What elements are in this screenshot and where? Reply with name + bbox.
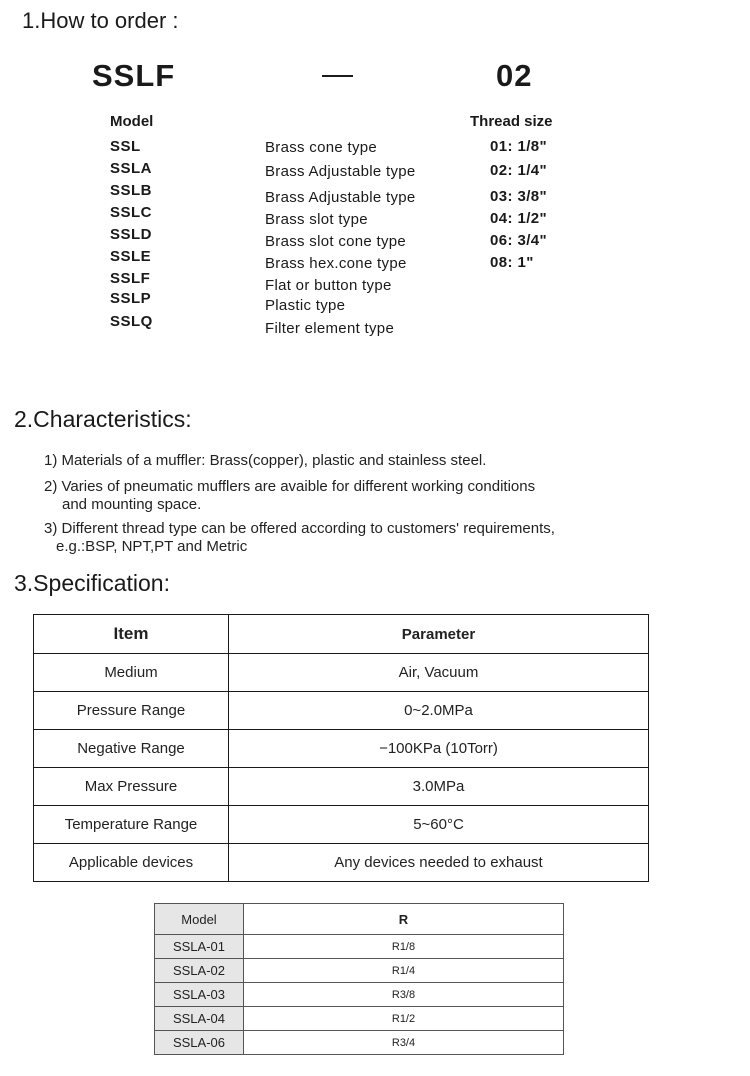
table-header-row (34, 615, 649, 654)
table-cell-model: SSLA-01 (155, 935, 244, 959)
thread-size-table (154, 903, 564, 1055)
model-type: Brass Adjustable type (265, 189, 416, 206)
table-cell-parameter: 0~2.0MPa (229, 692, 649, 730)
table-cell-model: SSLA-04 (155, 1007, 244, 1031)
table-cell-item: Medium (34, 654, 229, 692)
table-row (34, 654, 649, 692)
model-code: SSLC (110, 204, 153, 221)
characteristic-line: 3) Different thread type can be offered according to customers' requirements, (44, 520, 555, 537)
model-code: SSLD (110, 226, 153, 243)
model-type: Brass slot type (265, 211, 368, 228)
thread-size: 08: 1" (490, 254, 534, 271)
table-cell-parameter: Air, Vacuum (229, 654, 649, 692)
thread-size-column-heading: Thread size (470, 113, 553, 130)
model-code-list (110, 138, 153, 335)
section-title-characteristics: 2.Characteristics: (14, 406, 192, 432)
thread-size: 01: 1/8" (490, 138, 548, 155)
characteristic-item (44, 478, 684, 514)
table-header-row (155, 904, 564, 935)
table-row (155, 1031, 564, 1055)
model-column-heading: Model (110, 113, 154, 130)
table-cell-parameter: 3.0MPa (229, 768, 649, 806)
model-code: SSLA (110, 160, 153, 177)
characteristic-item (44, 520, 684, 556)
model-type: Brass slot cone type (265, 233, 407, 250)
table-row (34, 730, 649, 768)
model-type: Filter element type (265, 320, 395, 337)
table-cell-thread: R3/8 (244, 983, 564, 1007)
table-row (155, 1007, 564, 1031)
table-header-parameter: Parameter (229, 615, 649, 654)
thread-size: 06: 3/4" (490, 232, 548, 249)
table-header-model: Model (155, 904, 244, 935)
characteristic-line: 2) Varies of pneumatic mufflers are avaible for different working conditions (44, 478, 536, 495)
table-row (155, 935, 564, 959)
table-cell-parameter: 5~60°C (229, 806, 649, 844)
specification-table (33, 614, 649, 882)
order-code-separator: — (322, 56, 354, 91)
order-code-thread: 02 (496, 58, 533, 93)
model-code: SSLE (110, 248, 152, 265)
characteristic-line-continued: and mounting space. (62, 496, 202, 513)
table-cell-thread: R3/4 (244, 1031, 564, 1055)
characteristic-item (44, 452, 684, 470)
table-row (34, 692, 649, 730)
table-cell-item: Negative Range (34, 730, 229, 768)
order-code-model: SSLF (92, 58, 176, 93)
table-cell-item: Pressure Range (34, 692, 229, 730)
table-cell-parameter: −100KPa (10Torr) (229, 730, 649, 768)
model-type: Brass Adjustable type (265, 163, 416, 180)
table-row (34, 806, 649, 844)
table-cell-thread: R1/8 (244, 935, 564, 959)
model-type-list (265, 139, 416, 342)
characteristic-line: 1) Materials of a muffler: Brass(copper), plastic and stainless steel. (44, 452, 487, 469)
section-title-how-to-order: 1.How to order : (22, 8, 179, 33)
model-type: Plastic type (265, 297, 346, 314)
table-header-thread: R (244, 904, 564, 935)
table-row (155, 959, 564, 983)
table-header-item: Item (34, 615, 229, 654)
table-cell-thread: R1/4 (244, 959, 564, 983)
table-cell-item: Applicable devices (34, 844, 229, 882)
model-code: SSLB (110, 182, 153, 199)
table-row (34, 768, 649, 806)
model-type: Brass hex.cone type (265, 255, 407, 272)
thread-size: 03: 3/8" (490, 188, 548, 205)
model-code: SSLP (110, 290, 152, 307)
table-cell-thread: R1/2 (244, 1007, 564, 1031)
table-cell-parameter: Any devices needed to exhaust (229, 844, 649, 882)
table-cell-model: SSLA-03 (155, 983, 244, 1007)
table-row (155, 983, 564, 1007)
thread-size-list (490, 138, 547, 276)
model-code: SSLF (110, 270, 151, 287)
table-cell-item: Max Pressure (34, 768, 229, 806)
table-cell-model: SSLA-06 (155, 1031, 244, 1055)
table-cell-item: Temperature Range (34, 806, 229, 844)
thread-size: 02: 1/4" (490, 162, 548, 179)
section-title-specification: 3.Specification: (14, 570, 170, 596)
characteristic-line-continued: e.g.:BSP, NPT,PT and Metric (56, 538, 248, 555)
table-row (34, 844, 649, 882)
model-type: Brass cone type (265, 139, 378, 156)
model-code: SSL (110, 138, 141, 155)
model-code: SSLQ (110, 313, 153, 330)
thread-size: 04: 1/2" (490, 210, 548, 227)
model-type: Flat or button type (265, 277, 392, 294)
table-cell-model: SSLA-02 (155, 959, 244, 983)
